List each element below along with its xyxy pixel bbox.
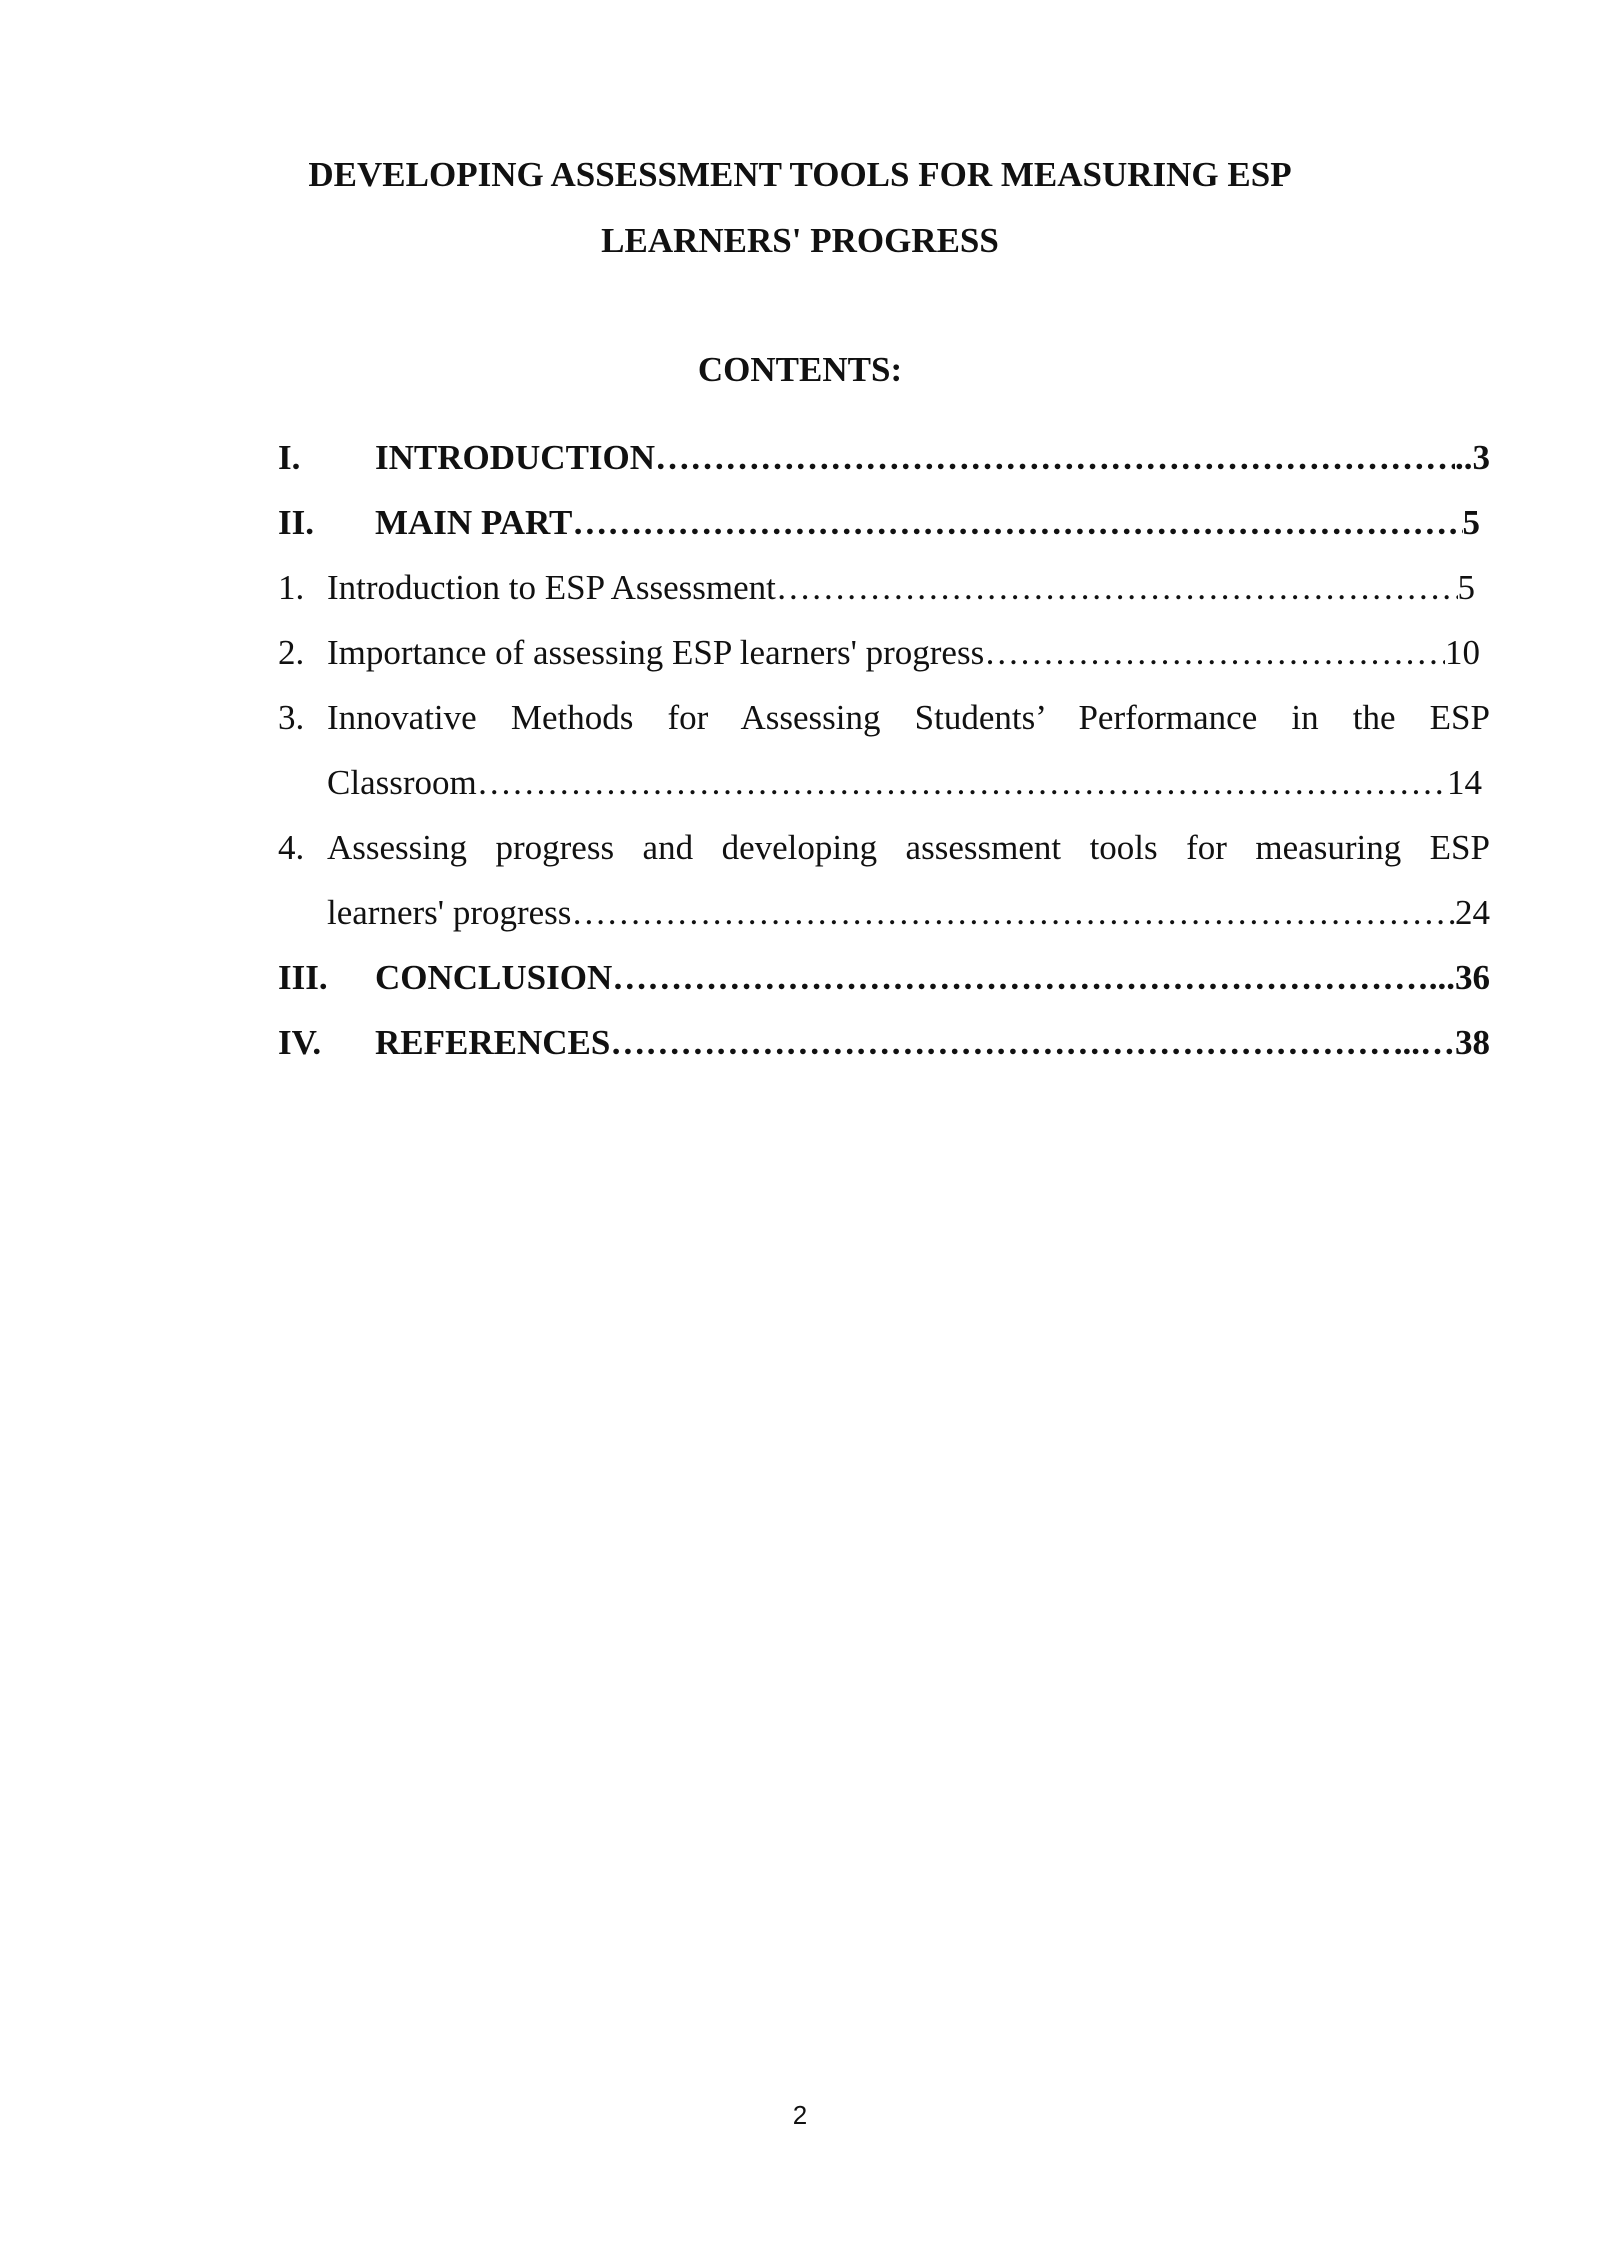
toc-label: MAIN PART	[375, 503, 573, 542]
toc-entry-innovative-methods[interactable]	[278, 685, 1490, 815]
toc-label: REFERENCES	[375, 1023, 611, 1062]
dot-leader	[610, 1010, 1393, 1075]
toc-label: CONCLUSION	[375, 958, 613, 997]
dot-leader	[477, 750, 1447, 815]
dot-leader	[984, 620, 1445, 685]
toc-label: Classroom	[327, 763, 477, 802]
toc-page: 5	[1457, 568, 1475, 607]
toc-marker: 2.	[278, 633, 305, 672]
title-line-2: LEARNERS' PROGRESS	[601, 221, 999, 260]
toc-entry-main-part[interactable]	[278, 490, 1490, 555]
toc-marker: II.	[278, 503, 314, 542]
toc-label: INTRODUCTION	[375, 438, 656, 477]
page-number: 2	[792, 2100, 808, 2130]
toc-entry-intro-esp-assessment[interactable]	[278, 555, 1490, 620]
toc-marker: 4.	[278, 828, 305, 867]
toc-entry-conclusion[interactable]	[278, 945, 1490, 1010]
toc-page: 24	[1455, 893, 1490, 932]
toc-page: ..3	[1455, 438, 1490, 477]
toc-entry-line	[278, 750, 1490, 815]
toc-entry-references[interactable]	[278, 1010, 1490, 1075]
title-line-1: DEVELOPING ASSESSMENT TOOLS FOR MEASURING ESP	[308, 155, 1292, 194]
toc-marker: 1.	[278, 568, 305, 607]
toc-label: Introduction to ESP Assessment	[327, 568, 776, 607]
table-of-contents	[278, 425, 1490, 1075]
toc-page: 5	[1462, 503, 1480, 542]
toc-marker: 3.	[278, 698, 305, 737]
toc-page: ...36	[1428, 958, 1490, 997]
dot-leader	[655, 425, 1455, 490]
contents-heading: CONTENTS:	[697, 350, 903, 389]
toc-page: 10	[1445, 633, 1480, 672]
toc-label: Innovative Methods for Assessing Students’ Performance in the ESP	[327, 698, 1490, 737]
dot-leader	[776, 555, 1458, 620]
dot-leader	[572, 490, 1462, 555]
toc-marker: I.	[278, 438, 301, 477]
toc-page: ...…38	[1393, 1023, 1490, 1062]
toc-label: Importance of assessing ESP learners' progress	[327, 633, 985, 672]
toc-entry-introduction[interactable]	[278, 425, 1490, 490]
toc-entry-line	[278, 880, 1490, 945]
toc-entry-importance-of-assessing[interactable]	[278, 620, 1490, 685]
toc-page: 14	[1447, 763, 1482, 802]
dot-leader	[571, 880, 1455, 945]
document-title	[0, 142, 1600, 274]
toc-entry-line	[278, 685, 1490, 750]
toc-marker: III.	[278, 958, 328, 997]
toc-label: learners' progress	[327, 893, 572, 932]
toc-marker: IV.	[278, 1023, 322, 1062]
toc-entry-assessing-progress[interactable]	[278, 815, 1490, 945]
toc-label: Assessing progress and developing assessment tools for measuring ESP	[327, 828, 1490, 867]
toc-entry-line	[278, 815, 1490, 880]
dot-leader	[612, 945, 1428, 1010]
